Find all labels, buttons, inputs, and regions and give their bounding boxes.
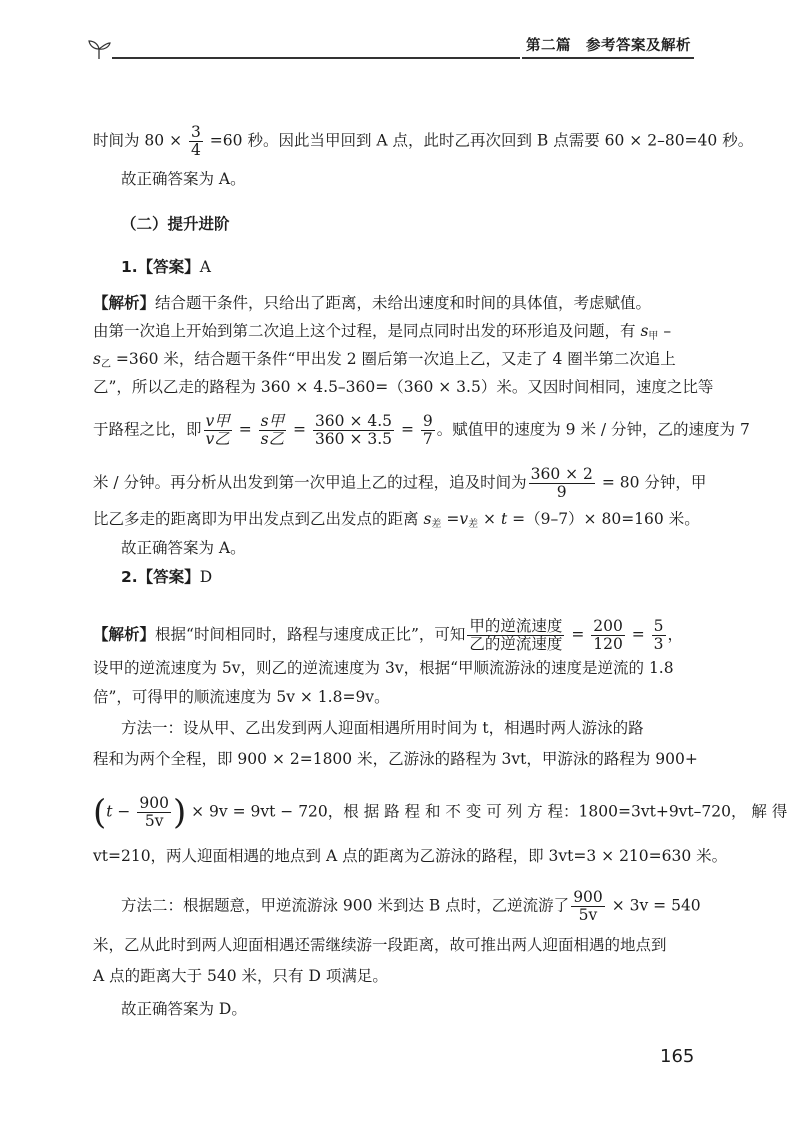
- sprout-icon: [86, 38, 112, 60]
- fraction: $\frac{\text{v甲}}{\text{v乙}}$: [205, 412, 230, 448]
- text-line: 倍”，可得甲的顺流速度为 5v × 1.8=9v。: [93, 688, 390, 706]
- text-line: 设甲的逆流速度为 5v，则乙的逆流速度为 3v，根据“甲顺流游泳的速度是逆流的 1.8: [93, 659, 674, 677]
- text-line: 方法二：根据题意，甲逆流游泳 900 米到达 B 点时，乙逆流游了 $\frac{900}{5v}$ × 3v = 540: [121, 888, 701, 924]
- fraction: $\frac{200}{120}$: [593, 617, 623, 653]
- header-rule: [522, 57, 694, 59]
- fraction: $\frac{900}{5v}$: [139, 794, 169, 830]
- fraction: $\frac{360 \times 4.5}{360 \times 3.5}$: [314, 412, 393, 448]
- answer-line: 2.【答案】D: [121, 568, 213, 586]
- text-line: 米 / 分钟。再分析从出发到第一次甲追上乙的过程，追及时间为 $\frac{360 \times 2}{9}$ = 80 分钟，甲: [93, 465, 707, 501]
- text-line: vt=210，两人迎面相遇的地点到 A 点的距离为乙游泳的路程，即 3vt=3 × 210=630 米。: [93, 847, 728, 865]
- answer-line: 1.【答案】A: [121, 258, 211, 276]
- text-line: 时间为 80 × $\frac{3}{4}$ =60 秒。因此当甲回到 A 点，此时乙再次回到 B 点需要 60 × 2–80=40 秒。: [93, 123, 754, 159]
- text-line: 故正确答案为 A。: [121, 539, 246, 557]
- section-heading: （二）提升进阶: [121, 215, 230, 233]
- header-rule: [112, 57, 520, 59]
- fraction: $\frac{\text{甲的逆流速度}}{\text{乙的逆流速度}}$: [469, 617, 563, 653]
- text-line: 于路程之比，即 $\frac{\text{v甲}}{\text{v乙}}$ = $\frac{\text{s甲}}{\text{s乙}}$ = $\frac{360 \times 4.5}{360 \times 3.5}$ = $\frac{9}{7}$ 。赋值甲的速度为 9 米 / 分钟，乙的速度为 7: [93, 412, 750, 448]
- text-line: 故正确答案为 A。: [121, 170, 246, 188]
- text-line: 米，乙从此时到两人迎面相遇还需继续游一段距离，故可推出两人迎面相遇的地点到: [93, 936, 667, 954]
- text-line: 乙”，所以乙走的路程为 360 × 4.5–360=（360 × 3.5）米。又因时间相同，速度之比等: [93, 378, 714, 396]
- analysis-line: 【解析】根据“时间相同时，路程与速度成正比”，可知 $\frac{\text{甲的逆流速度}}{\text{乙的逆流速度}}$ = $\frac{200}{120}$ = $\frac{5}{3}$ ，: [93, 617, 684, 653]
- running-title: 第二篇 参考答案及解析: [526, 38, 691, 54]
- text-line: 故正确答案为 D。: [121, 1000, 247, 1018]
- text-line: 由第一次追上开始到第二次追上这个过程，是同点同时出发的环形追及问题，有 $s_甲$ –: [93, 322, 672, 342]
- page-number: 165: [660, 1046, 695, 1067]
- text-line: $s_乙 =360$ 米，结合题干条件“甲出发 2 圈后第一次追上乙，又走了 4 圈半第二次追上: [93, 350, 676, 370]
- fraction: $\frac{\text{s甲}}{\text{s乙}}$: [260, 412, 285, 448]
- fraction: $\frac{9}{7}$: [422, 412, 433, 448]
- text-line: A 点的距离大于 540 米，只有 D 项满足。: [93, 967, 388, 985]
- text-line: 方法一：设从甲、乙出发到两人迎面相遇所用时间为 t，相遇时两人游泳的路: [121, 719, 644, 737]
- fraction: $\frac{360 \times 2}{9}$: [530, 465, 593, 501]
- analysis-line: 【解析】结合题干条件，只给出了距离，未给出速度和时间的具体值，考虑赋值。: [93, 294, 652, 312]
- fraction: $\frac{3}{4}$: [191, 123, 201, 159]
- text-line: (t − $\frac{900}{5v}$ ) × 9v = 9vt − 720，根 据 路 程 和 不 变 可 列 方 程：1800=3vt+9vt–720， 解 得: [93, 792, 788, 833]
- fraction: $\frac{5}{3}$: [653, 617, 664, 653]
- text-line: 比乙多走的距离即为甲出发点到乙出发点的距离 $s_差 =v_差 \times t =(9-7)\times 80=160$ 米。: [93, 510, 700, 530]
- text-line: 程和为两个全程，即 900 × 2=1800 米，乙游泳的路程为 3vt，甲游泳的路程为 900+: [93, 750, 698, 768]
- fraction: $\frac{900}{5v}$: [573, 888, 603, 924]
